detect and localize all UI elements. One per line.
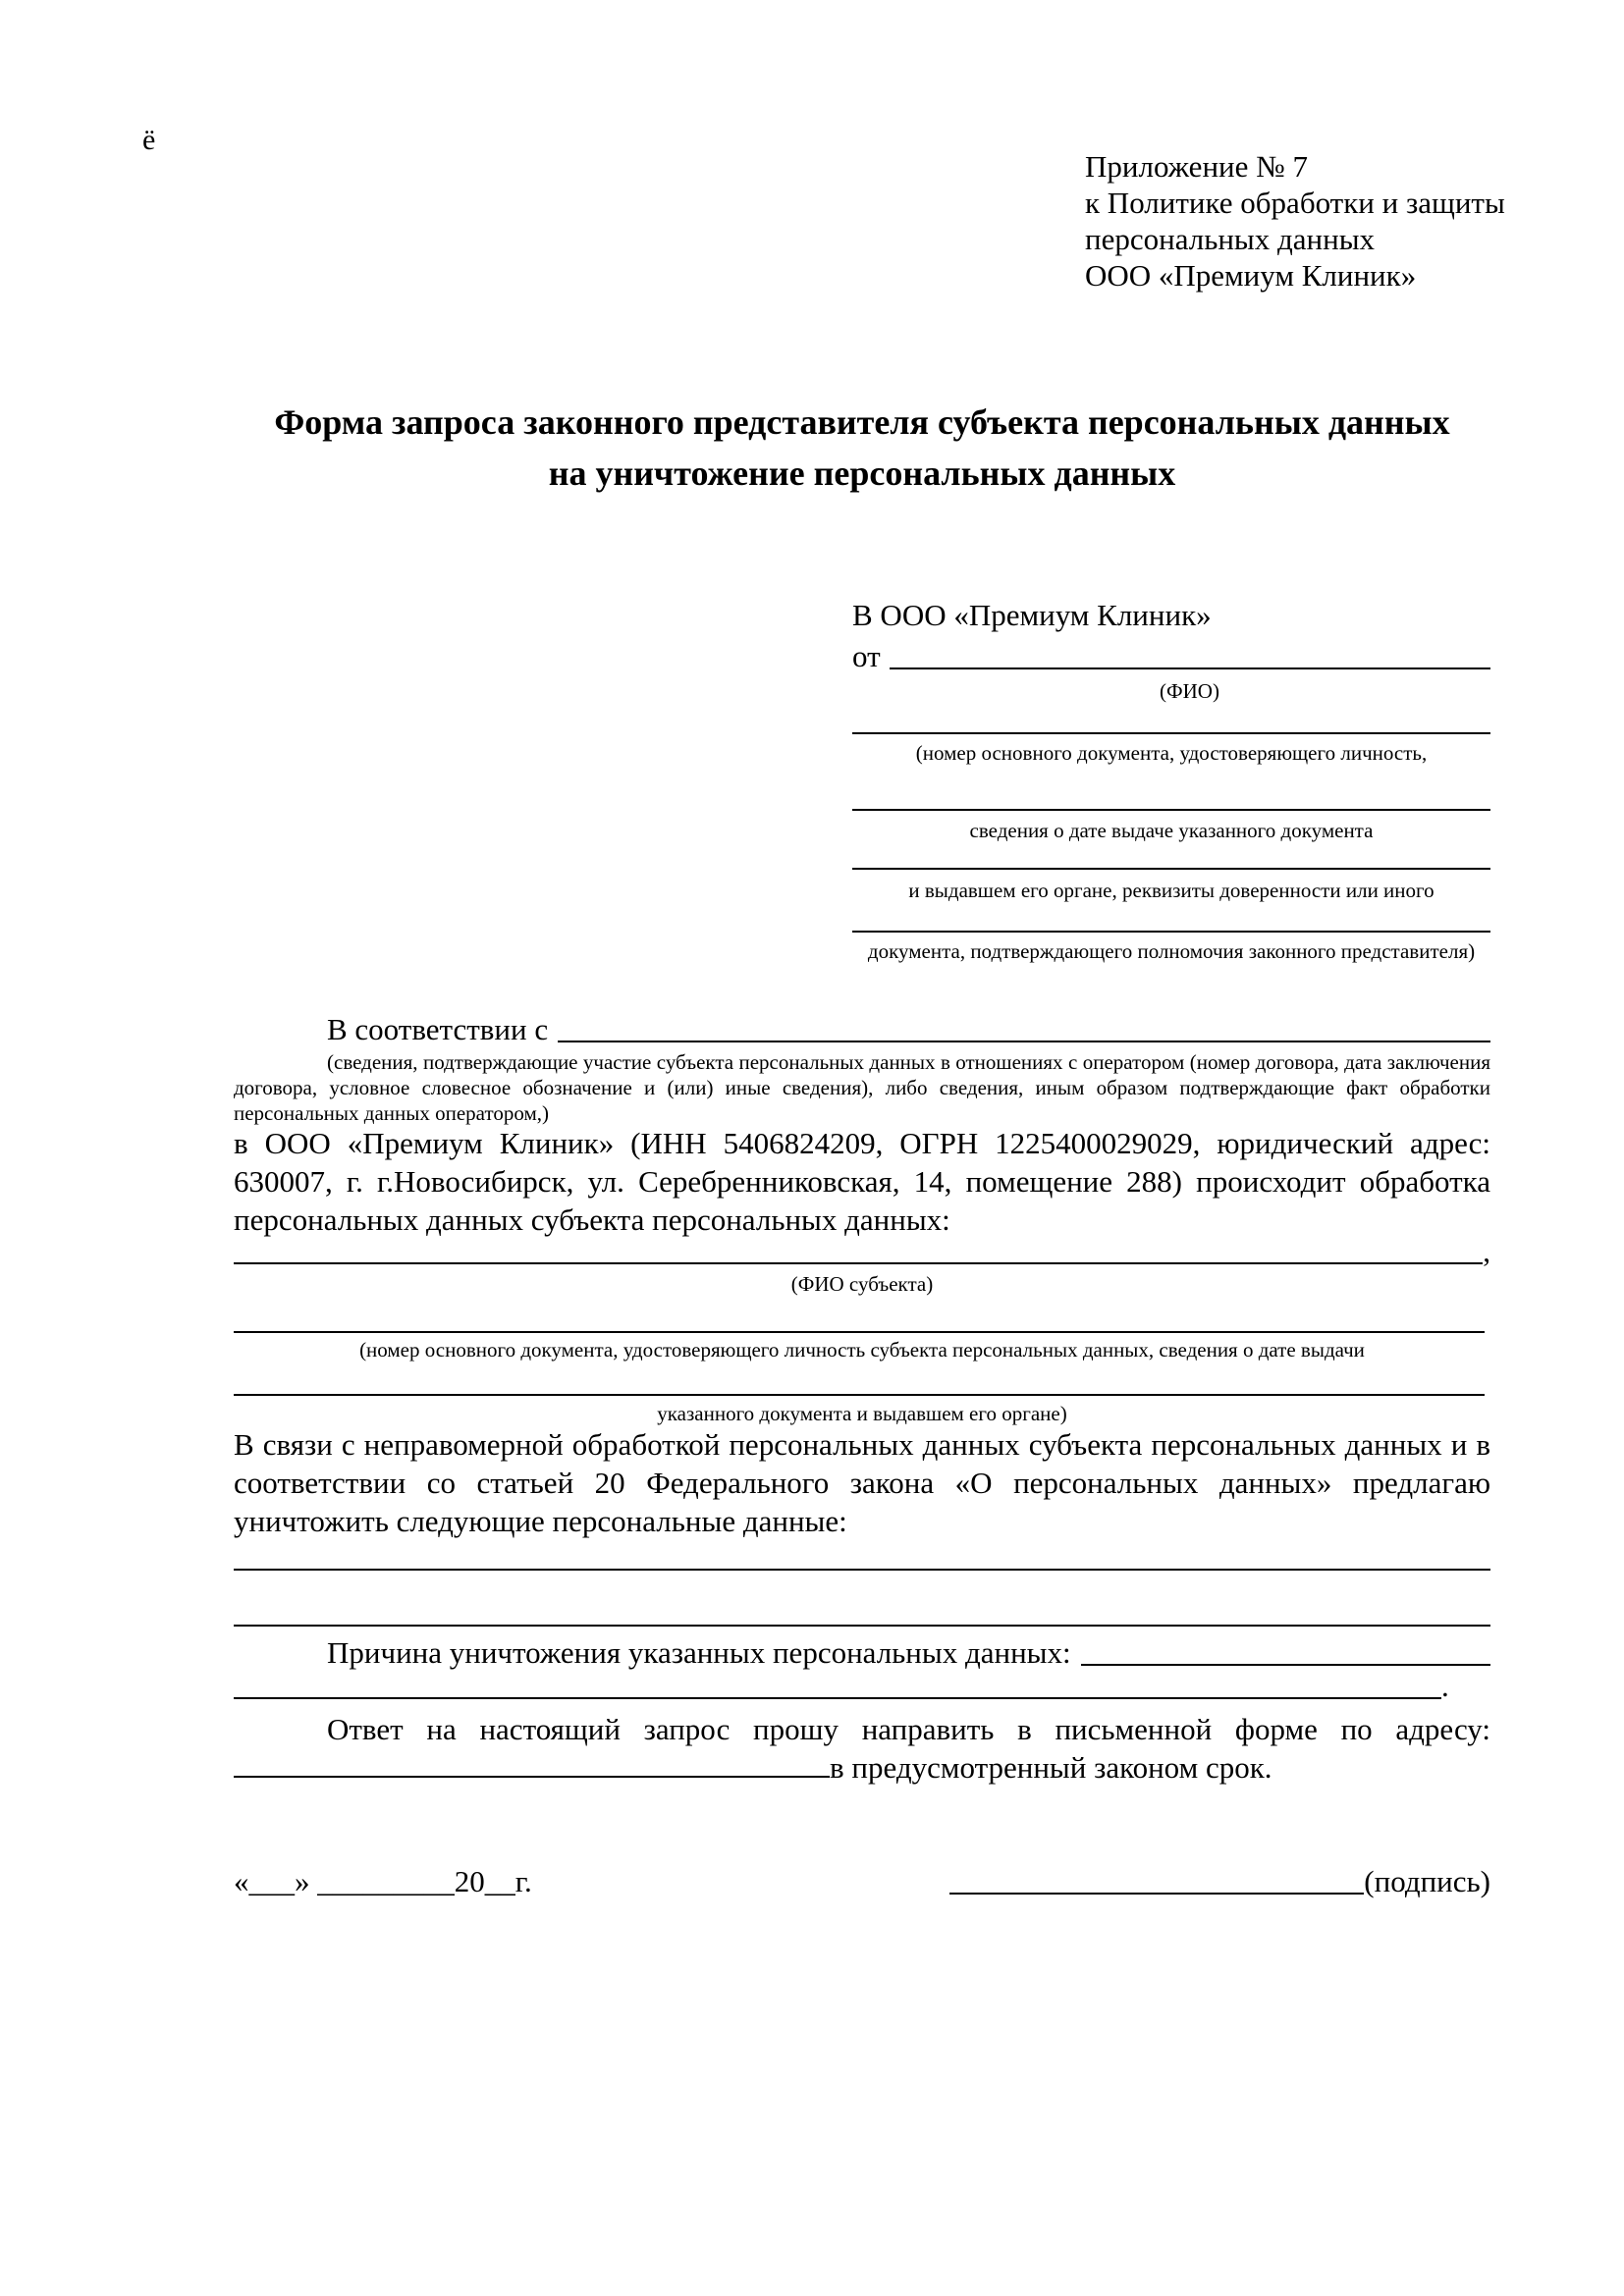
according-row (234, 1010, 1490, 1048)
representative-doc-caption-2: сведения о дате выдаче указанного документа (969, 819, 1374, 842)
subject-fio-caption: (ФИО субъекта) (790, 1272, 934, 1296)
reason-continuation-row (234, 1667, 1490, 1705)
representative-doc-blank-line-3 (852, 868, 1490, 870)
signature-caption: (подпись) (1364, 1864, 1490, 1898)
signature-blank-line (949, 1893, 1364, 1895)
reason-continuation-line (234, 1697, 1441, 1699)
representative-doc-blank-line-1 (852, 732, 1490, 734)
appendix-line: ООО «Премиум Клиник» (1085, 258, 1417, 293)
comma: , (1483, 1234, 1490, 1268)
data-blank-line-1 (234, 1569, 1490, 1571)
reason-blank-line (1081, 1664, 1490, 1666)
subject-fio-blank-line (234, 1262, 1483, 1264)
destroy-paragraph: В связи с неправомерной обработкой персональных данных субъекта персональных данных и в соответствии со статьей 20 Федерального закона «О персональных данных» предлагаю уничтожить следующие персональные данные: (234, 1427, 1490, 1538)
subject-doc-caption-1: (номер основного документа, удостоверяющего личность субъекта персональных данных, сведения о дате выдачи (359, 1338, 1365, 1362)
subject-doc-blank-line-1 (234, 1331, 1485, 1333)
addressee-name: В ООО «Премиум Клиник» (852, 598, 1212, 632)
document-title (234, 397, 1490, 499)
appendix-line: Приложение № 7 (1085, 149, 1308, 184)
from-row (852, 637, 1490, 675)
subject-doc-caption-2: указанного документа и выдавшем его органе) (657, 1402, 1067, 1425)
answer-paragraph (234, 1710, 1490, 1787)
according-label: В соответствии с (327, 1012, 549, 1046)
subject-fio-row (234, 1232, 1490, 1270)
representative-doc-blank-line-2 (852, 809, 1490, 811)
footer-spacer (532, 1862, 950, 1900)
representative-doc-blank-line-4 (852, 931, 1490, 933)
date-line: «___» _________20__г. (234, 1864, 532, 1898)
appendix-line: к Политике обработки и защиты (1085, 186, 1505, 220)
processing-paragraph: в ООО «Премиум Клиник» (ИНН 5406824209, ОГРН 1225400029029, юридический адрес: 630007, г. г.Новосибирск, ул. Серебренниковская, 14, помещение 288) происходит обработка персональных данных субъекта персональных данных: (234, 1126, 1490, 1237)
title-line-2: на уничтожение персональных данных (548, 454, 1176, 493)
stray-character: ё (142, 124, 156, 156)
appendix-note (1085, 148, 1505, 294)
subject-doc-blank-line-2 (234, 1394, 1485, 1396)
representative-doc-caption-3: и выдавшем его органе, реквизиты доверенности или иного (908, 879, 1435, 902)
according-blank-line (558, 1041, 1490, 1042)
from-blank-line (890, 667, 1490, 669)
reason-label: Причина уничтожения указанных персональных данных: (327, 1635, 1071, 1670)
title-line-1: Форма запроса законного представителя субъекта персональных данных (274, 402, 1450, 442)
fio-caption: (ФИО) (1160, 679, 1219, 703)
footer-row (234, 1862, 1490, 1900)
period: . (1441, 1669, 1449, 1703)
representative-doc-caption-1: (номер основного документа, удостоверяющего личность, (915, 741, 1428, 765)
according-caption: (сведения, подтверждающие участие субъекта персональных данных в отношениях с оператором (номер договора, дата заключения договора, условное словесное обозначение и (или) иные сведения), либо сведения, иным образом подтверждающие факт обработки персональных данных оператором,) (234, 1050, 1490, 1125)
from-label: от (852, 639, 881, 673)
answer-lead-text: Ответ на настоящий запрос прошу направить в письменной форме по адресу: (327, 1712, 1490, 1746)
data-blank-line-2 (234, 1625, 1490, 1627)
answer-tail-text: в предусмотренный законом срок. (830, 1750, 1272, 1785)
representative-doc-caption-4: документа, подтверждающего полномочия законного представителя) (867, 939, 1476, 963)
address-blank-line (234, 1776, 830, 1778)
appendix-line: персональных данных (1085, 222, 1376, 256)
